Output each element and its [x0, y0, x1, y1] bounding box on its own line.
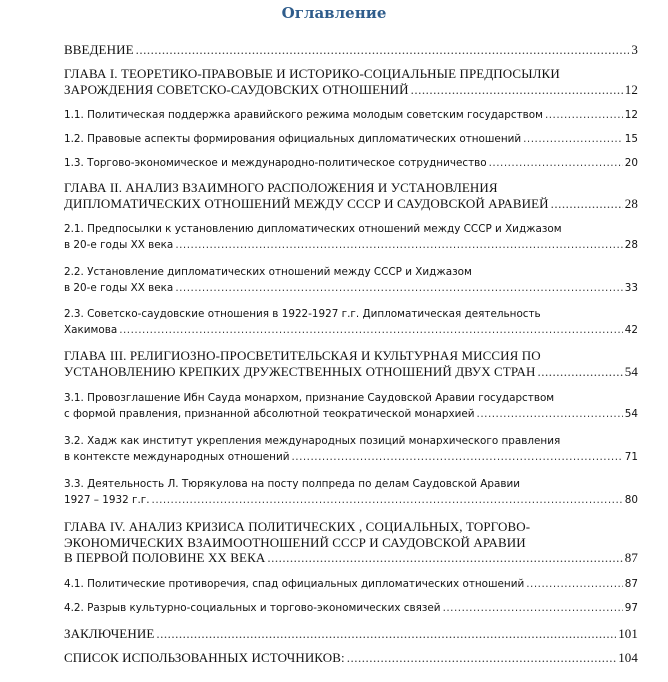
toc-entry[interactable]	[0, 434, 668, 465]
toc-entry-text: ГЛАВА IV. АНАЛИЗ КРИЗИСА ПОЛИТИЧЕСКИХ , СОЦИАЛЬНЫХ, ТОРГОВО-	[64, 519, 531, 534]
toc-leader-dots	[551, 196, 623, 212]
toc-entry-text: в 20-е годы ХХ века	[64, 281, 174, 294]
toc-entry[interactable]	[0, 42, 668, 58]
toc-entry[interactable]	[0, 307, 668, 338]
toc-entry-text: с формой правления, признанной абсолютной теократической монархией	[64, 407, 475, 420]
toc-leader-dots	[175, 281, 622, 297]
toc-entry-text: ГЛАВА II. АНАЛИЗ ВЗАИМНОГО РАСПОЛОЖЕНИЯ И УСТАНОВЛЕНИЯ	[64, 180, 498, 195]
toc-page-number: 12	[624, 81, 638, 97]
toc-entry-text: Хакимова	[64, 323, 118, 336]
toc-page-number: 12	[624, 109, 638, 121]
toc-entry-text: 2.1. Предпосылки к установлению дипломатических отношений между СССР и Хиджазом	[64, 223, 562, 235]
toc-page-number: 71	[624, 450, 638, 463]
toc-leader-dots	[119, 323, 623, 339]
toc-entry-text: СПИСОК ИСПОЛЬЗОВАННЫХ ИСТОЧНИКОВ:	[64, 650, 345, 665]
toc-entry-text: 3.3. Деятельность Л. Тюрякулова на посту полпреда по делам Саудовской Аравии	[64, 478, 521, 490]
toc-entry-text: ВВЕДЕНИЕ	[64, 42, 134, 57]
toc-page-number: 28	[624, 195, 638, 211]
toc-leader-dots	[537, 364, 622, 380]
toc-page-number: 101	[618, 626, 638, 641]
toc-leader-dots	[156, 626, 616, 642]
toc-entry[interactable]	[0, 156, 668, 172]
toc-leader-dots	[347, 650, 616, 666]
toc-leader-dots	[545, 108, 623, 124]
toc-entry-text: ГЛАВА I. ТЕОРЕТИКО-ПРАВОВЫЕ И ИСТОРИКО-СОЦИАЛЬНЫЕ ПРЕДПОСЫЛКИ	[64, 66, 560, 81]
toc-entry[interactable]	[0, 477, 668, 508]
toc-page-number: 54	[624, 407, 638, 420]
toc-page-number: 20	[624, 157, 638, 169]
toc-entry[interactable]	[0, 180, 668, 211]
toc-page-number: 104	[618, 650, 638, 665]
toc-entry-text: В ПЕРВОЙ ПОЛОВИНЕ ХХ ВЕКА	[64, 550, 266, 565]
toc-entry[interactable]	[0, 132, 668, 148]
toc-page-number: 54	[624, 363, 638, 379]
toc-leader-dots	[267, 550, 622, 566]
toc-page-number: 15	[624, 133, 638, 145]
toc-entry[interactable]	[0, 601, 668, 617]
toc-entry-text: ЭКОНОМИЧЕСКИХ ВЗАИМООТНОШЕНИЙ СССР И САУДОВСКОЙ АРАВИИ	[64, 534, 526, 550]
toc-page-number: 87	[624, 578, 638, 590]
toc-leader-dots	[477, 407, 623, 423]
toc-entry[interactable]	[0, 519, 668, 566]
toc-entry-text: ЗАРОЖДЕНИЯ СОВЕТСКО-САУДОВСКИХ ОТНОШЕНИЙ	[64, 81, 409, 97]
toc-entry[interactable]	[0, 66, 668, 97]
toc-entry-text: 2.2. Установление дипломатических отношений между СССР и Хиджазом	[64, 266, 472, 278]
toc-page-number: 3	[631, 42, 638, 57]
toc-entry-text: ЗАКЛЮЧЕНИЕ	[64, 626, 155, 641]
toc-leader-dots	[152, 493, 623, 509]
toc-entry[interactable]	[0, 650, 668, 666]
toc-entry[interactable]	[0, 222, 668, 253]
toc-entry[interactable]	[0, 108, 668, 124]
toc-page-number: 80	[624, 493, 638, 506]
toc-page-number: 33	[624, 281, 638, 294]
toc-leader-dots	[489, 156, 623, 172]
toc-page-number: 87	[624, 550, 638, 565]
toc-leader-dots	[291, 450, 622, 466]
toc-entry-text: 1.2. Правовые аспекты формирования официальных дипломатических отношений	[64, 133, 522, 145]
toc-leader-dots	[175, 238, 622, 254]
toc-page-number: 97	[624, 602, 638, 614]
toc-entry-text: в контексте международных отношений	[64, 450, 290, 463]
toc-entry-text: 2.3. Советско-саудовские отношения в 1922-1927 г.г. Дипломатическая деятельность	[64, 308, 541, 320]
toc-entry-text: 1927 – 1932 г.г.	[64, 493, 150, 506]
toc-entry[interactable]	[0, 391, 668, 422]
toc-entry-text: 4.2. Разрыв культурно-социальных и торгово-экономических связей	[64, 602, 441, 614]
toc-leader-dots	[523, 132, 623, 148]
toc-entry[interactable]	[0, 265, 668, 296]
toc-leader-dots	[136, 42, 630, 58]
toc-entry-text: 3.2. Хадж как институт укрепления международных позиций монархического правления	[64, 435, 561, 447]
toc-entry-text: в 20-е годы ХХ века	[64, 238, 174, 251]
toc-entry[interactable]	[0, 577, 668, 593]
toc-entry-text: 4.1. Политические противоречия, спад официальных дипломатических отношений	[64, 578, 525, 590]
toc-entry-text: 3.1. Провозглашение Ибн Сауда монархом, признание Саудовской Аравии государством	[64, 392, 555, 404]
toc-entry[interactable]	[0, 348, 668, 379]
toc-entry-text: ДИПЛОМАТИЧЕСКИХ ОТНОШЕНИЙ МЕЖДУ СССР И САУДОВСКОЙ АРАВИЕЙ	[64, 195, 549, 211]
toc-leader-dots	[526, 577, 623, 593]
toc-entry-text: 1.3. Торгово-экономическое и международно-политическое сотрудничество	[64, 157, 487, 169]
toc-page-number: 42	[624, 323, 638, 336]
toc-entry[interactable]	[0, 626, 668, 642]
toc-entry-text: 1.1. Политическая поддержка аравийского режима молодым советским государством	[64, 109, 543, 121]
toc-page-number: 28	[624, 238, 638, 251]
toc-title: Оглавление	[281, 4, 387, 22]
toc-entry-text: ГЛАВА III. РЕЛИГИОЗНО-ПРОСВЕТИТЕЛЬСКАЯ И КУЛЬТУРНАЯ МИССИЯ ПО	[64, 348, 541, 363]
toc-leader-dots	[443, 601, 623, 617]
toc-leader-dots	[411, 82, 623, 98]
toc-entry-text: УСТАНОВЛЕНИЮ КРЕПКИХ ДРУЖЕСТВЕННЫХ ОТНОШЕНИЙ ДВУХ СТРАН	[64, 363, 536, 379]
